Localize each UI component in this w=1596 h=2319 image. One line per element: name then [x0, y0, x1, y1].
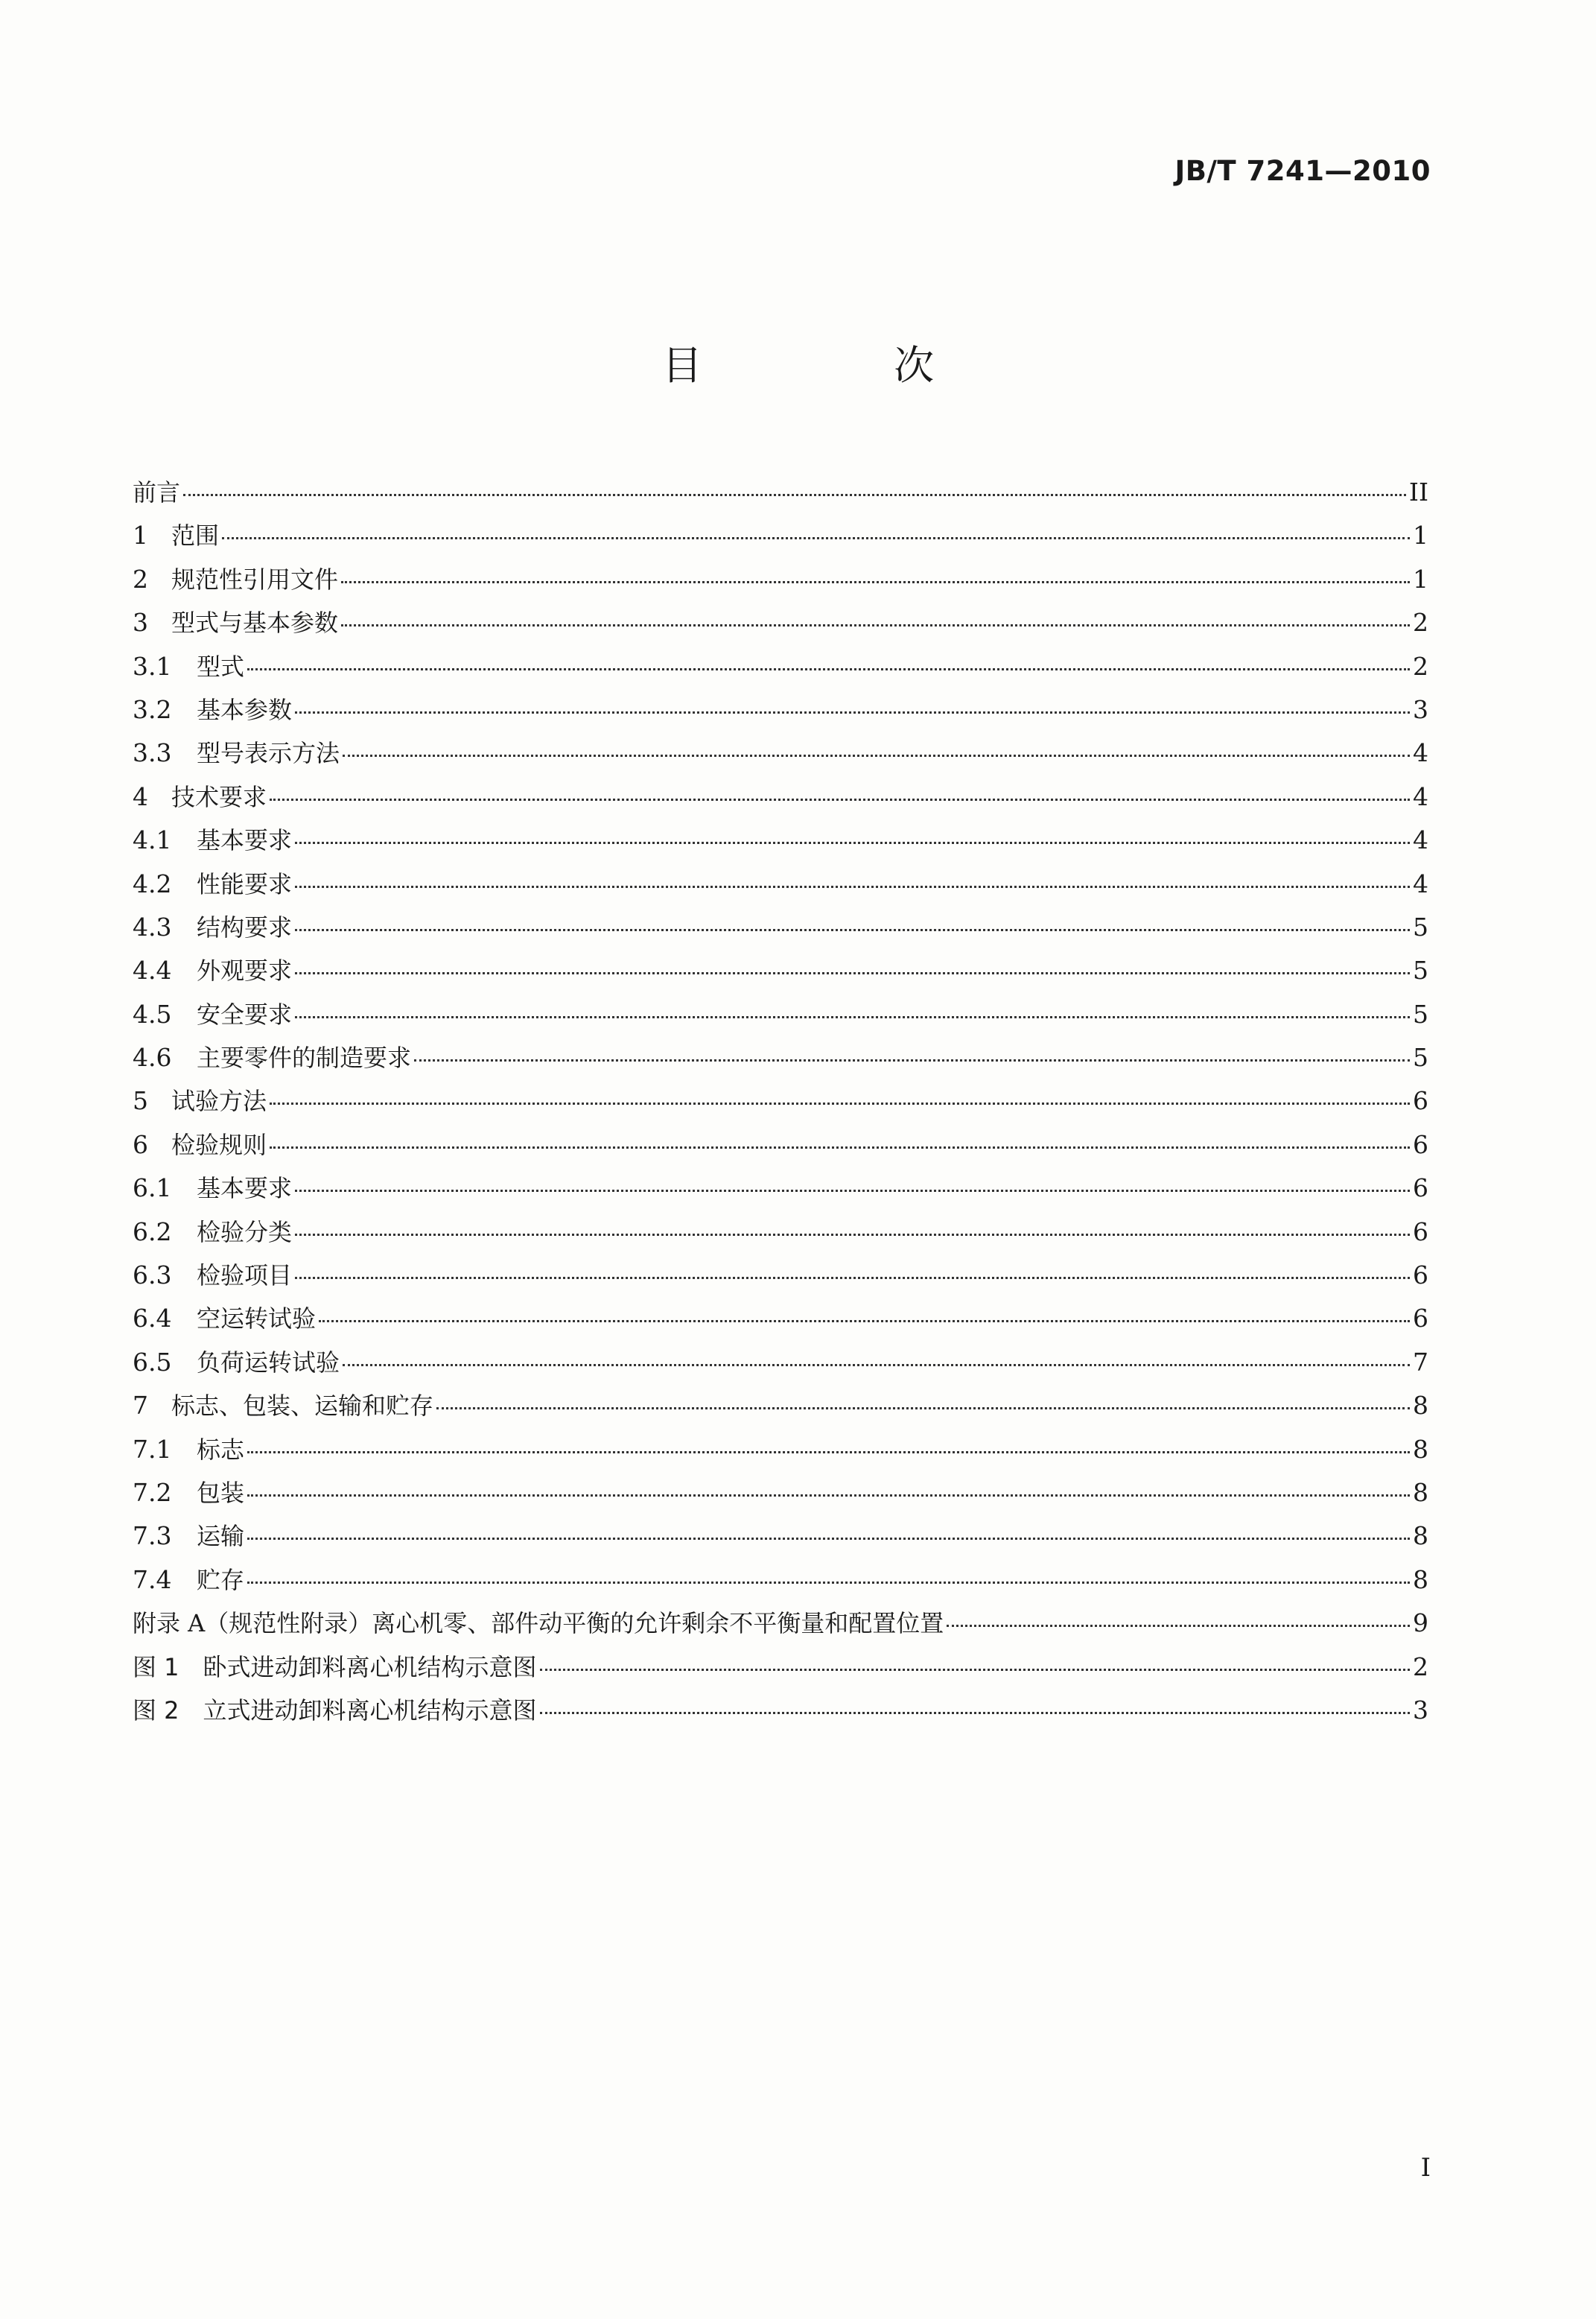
- document-code: JB/T 7241—2010: [1174, 155, 1431, 187]
- toc-entry-page: 8: [1413, 1391, 1428, 1421]
- toc-entry-page: 6: [1413, 1260, 1428, 1290]
- toc-dot-leader: [295, 971, 1410, 974]
- toc-dot-leader: [270, 798, 1410, 801]
- toc-dot-leader: [295, 841, 1410, 844]
- toc-entry-number: 4.1: [133, 825, 172, 855]
- toc-entry-title: 范围: [171, 521, 220, 551]
- toc-entry-page: 8: [1413, 1477, 1428, 1507]
- toc-entry-page: 7: [1413, 1347, 1428, 1377]
- toc-entry-number: 4: [133, 781, 148, 811]
- toc-entry[interactable]: [133, 1167, 1428, 1210]
- toc-entry-page: 4: [1413, 825, 1428, 855]
- toc-dot-leader: [414, 1059, 1410, 1062]
- toc-dot-leader: [341, 624, 1410, 626]
- toc-entry-title: 技术要求: [171, 782, 267, 811]
- toc-entry-page: 2: [1413, 651, 1428, 681]
- toc-dot-leader: [183, 493, 1406, 496]
- toc-entry-number: 6.1: [133, 1173, 172, 1203]
- toc-entry-title: 负荷运转试验: [197, 1348, 340, 1377]
- toc-entry-title: 图 2 立式进动卸料离心机结构示意图: [133, 1695, 537, 1725]
- toc-entry-number: 4.6: [133, 1043, 172, 1073]
- toc-dot-leader: [247, 1494, 1410, 1497]
- toc-entry-number: 6: [133, 1129, 148, 1159]
- toc-entry[interactable]: [133, 1558, 1428, 1602]
- toc-entry[interactable]: [133, 645, 1428, 688]
- toc-dot-leader: [540, 1711, 1410, 1714]
- toc-entry-page: 1: [1413, 521, 1428, 551]
- toc-entry[interactable]: [133, 1079, 1428, 1123]
- toc-entry-title: 贮存: [197, 1565, 245, 1594]
- toc-entry-number: 4.4: [133, 956, 172, 986]
- toc-entry-number: 4.3: [133, 912, 172, 942]
- toc-entry-page: 9: [1413, 1608, 1428, 1638]
- toc-entry-page: 5: [1413, 956, 1428, 986]
- toc-dot-leader: [295, 885, 1410, 888]
- toc-entry[interactable]: [133, 1384, 1428, 1427]
- toc-entry-page: 3: [1413, 694, 1428, 724]
- toc-entry-page: 8: [1413, 1564, 1428, 1594]
- toc-entry-title: 运输: [197, 1522, 245, 1551]
- toc-entry-title: 基本要求: [197, 1174, 293, 1203]
- toc-entry-number: 7.4: [133, 1564, 172, 1594]
- toc-entry[interactable]: [133, 906, 1428, 949]
- toc-entry-number: 4.5: [133, 999, 172, 1029]
- toc-entry-page: 8: [1413, 1521, 1428, 1551]
- toc-dot-leader: [247, 1537, 1410, 1540]
- page-title: 目 次: [661, 342, 1024, 389]
- toc-entry-page: 8: [1413, 1434, 1428, 1464]
- toc-dot-leader: [247, 667, 1410, 670]
- toc-entry[interactable]: [133, 1341, 1428, 1384]
- toc-entry-number: 6.4: [133, 1304, 172, 1333]
- toc-entry[interactable]: [133, 1036, 1428, 1079]
- toc-entry-number: 3: [133, 608, 148, 638]
- toc-entry-page: II: [1408, 478, 1428, 507]
- toc-entry[interactable]: [133, 688, 1428, 732]
- toc-dot-leader: [947, 1624, 1410, 1627]
- toc-dot-leader: [295, 1189, 1410, 1192]
- toc-entry-page: 5: [1413, 1043, 1428, 1073]
- toc-dot-leader: [436, 1406, 1410, 1409]
- toc-entry-number: 3.2: [133, 694, 172, 724]
- toc-entry-title: 型式与基本参数: [171, 609, 339, 638]
- toc-entry-page: 4: [1413, 781, 1428, 811]
- toc-dot-leader: [295, 1276, 1410, 1279]
- toc-entry-title: 主要零件的制造要求: [197, 1044, 412, 1073]
- toc-entry-title: 型号表示方法: [197, 739, 340, 768]
- toc-entry[interactable]: [133, 1689, 1428, 1732]
- toc-entry-title: 型式: [197, 652, 245, 681]
- toc-entry-number: 5: [133, 1086, 148, 1116]
- toc-dot-leader: [270, 1102, 1410, 1105]
- toc-entry[interactable]: [133, 775, 1428, 819]
- toc-entry[interactable]: [133, 949, 1428, 992]
- toc-entry-number: 3.3: [133, 738, 172, 768]
- toc-entry-title: 规范性引用文件: [171, 565, 339, 594]
- toc-entry-title: 基本要求: [197, 826, 293, 855]
- toc-dot-leader: [343, 754, 1410, 757]
- toc-entry[interactable]: [133, 601, 1428, 644]
- toc-dot-leader: [341, 580, 1410, 583]
- toc-dot-leader: [343, 1363, 1410, 1366]
- toc-entry-page: 4: [1413, 738, 1428, 768]
- toc-entry-page: 2: [1413, 1652, 1428, 1681]
- toc-dot-leader: [222, 536, 1410, 539]
- toc-entry-title: 结构要求: [197, 913, 293, 942]
- toc-dot-leader: [247, 1581, 1410, 1584]
- toc-entry-page: 6: [1413, 1129, 1428, 1159]
- toc-entry-number: 4.2: [133, 869, 172, 898]
- toc-entry-title: 安全要求: [197, 1000, 293, 1029]
- toc-entry-number: 7.2: [133, 1477, 172, 1507]
- toc-dot-leader: [295, 1233, 1410, 1236]
- toc-entry-title: 性能要求: [197, 869, 293, 898]
- toc-entry-title: 基本参数: [197, 695, 293, 724]
- toc-entry-title: 试验方法: [171, 1087, 267, 1116]
- toc-entry-page: 3: [1413, 1695, 1428, 1725]
- toc-entry[interactable]: [133, 993, 1428, 1036]
- toc-entry[interactable]: [133, 1471, 1428, 1514]
- toc-dot-leader: [295, 711, 1410, 714]
- toc-entry-title: 外观要求: [197, 957, 293, 986]
- toc-entry-number: 2: [133, 564, 148, 594]
- toc-dot-leader: [270, 1146, 1410, 1149]
- toc-entry-number: 6.3: [133, 1260, 172, 1290]
- toc-dot-leader: [247, 1450, 1410, 1453]
- toc-entry-title: 标志、包装、运输和贮存: [171, 1392, 434, 1421]
- toc-entry-title: 图 1 卧式进动卸料离心机结构示意图: [133, 1652, 537, 1681]
- toc-entry-title: 检验分类: [197, 1217, 293, 1246]
- toc-entry[interactable]: [133, 1646, 1428, 1689]
- toc-entry-page: 5: [1413, 999, 1428, 1029]
- toc-entry-number: 6.5: [133, 1347, 172, 1377]
- toc-entry-number: 1: [133, 521, 148, 551]
- toc-dot-leader: [540, 1668, 1410, 1671]
- toc-entry-page: 6: [1413, 1173, 1428, 1203]
- toc-entry-title: 标志: [197, 1435, 245, 1464]
- toc-entry-title: 检验规则: [171, 1130, 267, 1159]
- toc-dot-leader: [319, 1319, 1410, 1322]
- toc-entry[interactable]: [133, 1123, 1428, 1167]
- toc-entry-page: 6: [1413, 1216, 1428, 1246]
- toc-entry[interactable]: [133, 1254, 1428, 1297]
- toc-entry-page: 1: [1413, 564, 1428, 594]
- toc-entry[interactable]: [133, 514, 1428, 557]
- toc-entry[interactable]: [133, 732, 1428, 775]
- toc-dot-leader: [295, 1015, 1410, 1018]
- toc-entry-title: 包装: [197, 1478, 245, 1507]
- toc-entry-title: 附录 A（规范性附录）离心机零、部件动平衡的允许剩余不平衡量和配置位置: [133, 1609, 944, 1638]
- toc-entry[interactable]: [133, 1211, 1428, 1254]
- toc-entry-number: 3.1: [133, 651, 172, 681]
- toc-entry-number: 7.3: [133, 1521, 172, 1551]
- toc-entry-page: 6: [1413, 1086, 1428, 1116]
- toc-entry-page: 2: [1413, 608, 1428, 638]
- toc-entry-title: 空运转试验: [197, 1304, 317, 1333]
- page-number: I: [1420, 2153, 1431, 2183]
- table-of-contents: [133, 471, 1428, 1732]
- toc-entry-title: 前言: [133, 478, 181, 507]
- toc-entry[interactable]: [133, 558, 1428, 601]
- toc-entry-number: 7: [133, 1391, 148, 1421]
- toc-entry-page: 5: [1413, 912, 1428, 942]
- toc-entry[interactable]: [133, 1602, 1428, 1645]
- toc-entry[interactable]: [133, 471, 1428, 514]
- toc-entry-title: 检验项目: [197, 1261, 293, 1290]
- toc-entry-number: 7.1: [133, 1434, 172, 1464]
- toc-entry[interactable]: [133, 819, 1428, 862]
- toc-entry[interactable]: [133, 1514, 1428, 1558]
- toc-entry[interactable]: [133, 1297, 1428, 1340]
- toc-entry[interactable]: [133, 863, 1428, 906]
- toc-entry[interactable]: [133, 1428, 1428, 1471]
- toc-entry-page: 4: [1413, 869, 1428, 898]
- toc-dot-leader: [295, 928, 1410, 931]
- toc-entry-page: 6: [1413, 1304, 1428, 1333]
- toc-entry-number: 6.2: [133, 1216, 172, 1246]
